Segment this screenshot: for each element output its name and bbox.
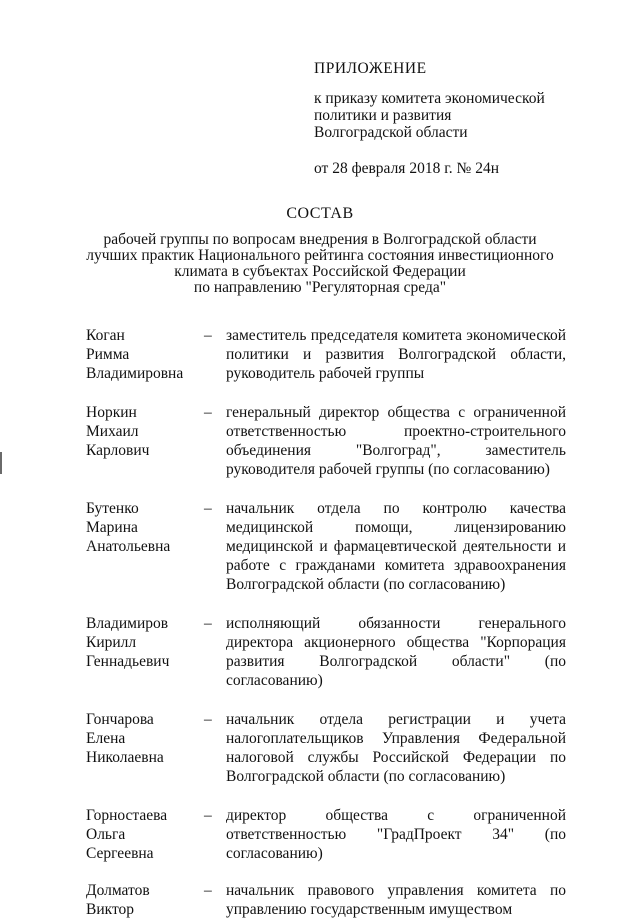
- appendix-order-line: к приказу комитета экономической: [314, 90, 545, 107]
- document-title: СОСТАВ: [286, 205, 354, 222]
- member-role: начальник отдела по контролю качества медицинской помощи, лицензированию медицинской и фармацевтической деятельности и работе с гражданами комитета здравоохранения Волгоградской области (по согласованию): [226, 500, 566, 593]
- member-dash: –: [204, 615, 212, 632]
- member-name: [86, 710, 204, 786]
- member-name-line: Николаевна: [86, 749, 164, 766]
- member-role: исполняющий обязанности генерального директора акционерного общества "Корпорация развития Волгоградской области" (по согласованию): [226, 615, 566, 689]
- member-name-line: Ольга: [86, 826, 126, 843]
- member-name-line: Елена: [86, 730, 126, 747]
- member-name-line: Марина: [86, 519, 138, 536]
- member-role: генеральный директор общества с ограниченной ответственностью проектно-строительного объединения "Волгоград", заместитель руководителя рабочей группы (по согласованию): [226, 404, 566, 478]
- member-name-line: Римма: [86, 346, 130, 363]
- member-name: [86, 403, 204, 479]
- member-name: [86, 499, 204, 594]
- member-name-line: Гончарова: [86, 711, 154, 728]
- member-name-line: Бутенко: [86, 500, 139, 517]
- member-entry: [86, 710, 566, 786]
- appendix-order-line: политики и развития: [314, 107, 452, 124]
- member-entry: [86, 881, 566, 919]
- member-name-line: Долматов: [86, 882, 150, 899]
- member-name-line: Виктор: [86, 901, 135, 918]
- member-entry: [86, 499, 566, 594]
- member-name-line: Анатольевна: [86, 538, 171, 555]
- subtitle-line: климата в субъектах Российской Федерации: [174, 263, 466, 280]
- member-entry: [86, 806, 566, 863]
- subtitle-line: лучших практик Национального рейтинга состояния инвестиционного: [86, 247, 554, 264]
- member-entry: [86, 614, 566, 690]
- member-role: начальник правового управления комитета по управлению государственным имуществом: [226, 882, 566, 918]
- appendix-order-date: от 28 февраля 2018 г. № 24н: [314, 160, 500, 177]
- subtitle-line: рабочей группы по вопросам внедрения в Волгоградской области: [103, 231, 537, 248]
- page-edge-mark: [0, 452, 2, 474]
- appendix-order-reference: [314, 90, 554, 141]
- member-name-line: Сергеевна: [86, 845, 154, 862]
- member-name: [86, 614, 204, 690]
- member-name: [86, 326, 204, 383]
- member-role: заместитель председателя комитета экономической политики и развития Волгоградской области, руководитель рабочей группы: [226, 327, 566, 382]
- member-name-line: Коган: [86, 327, 125, 344]
- member-entry: [86, 403, 566, 479]
- member-dash: –: [204, 882, 212, 899]
- document-subtitle: [60, 232, 580, 296]
- subtitle-line: по направлению "Регуляторная среда": [193, 279, 447, 296]
- member-role: начальник отдела регистрации и учета налогоплательщиков Управления Федеральной налоговой службы Российской Федерации по Волгоградской области (по согласованию): [226, 711, 566, 785]
- member-name: [86, 806, 204, 863]
- member-dash: –: [204, 404, 212, 421]
- member-dash: –: [204, 711, 212, 728]
- member-dash: –: [204, 500, 212, 517]
- member-role: директор общества с ограниченной ответственностью "ГрадПроект 34" (по согласованию): [226, 807, 566, 862]
- member-name-line: Горностаева: [86, 807, 168, 824]
- member-name-line: Михаил: [86, 423, 139, 440]
- member-dash: –: [204, 807, 212, 824]
- member-name-line: Карлович: [86, 442, 150, 459]
- member-name-line: Владимировна: [86, 365, 184, 382]
- member-name-line: Владимиров: [86, 615, 169, 632]
- member-name-line: Кирилл: [86, 634, 137, 651]
- members-list: [86, 326, 566, 919]
- member-name-line: Геннадьевич: [86, 653, 170, 670]
- member-name-line: Норкин: [86, 404, 137, 421]
- member-name: [86, 881, 204, 919]
- appendix-order-line: Волгоградской области: [314, 124, 468, 141]
- appendix-title: ПРИЛОЖЕНИЕ: [314, 60, 427, 77]
- member-dash: –: [204, 327, 212, 344]
- appendix-block: [314, 60, 554, 177]
- member-entry: [86, 326, 566, 383]
